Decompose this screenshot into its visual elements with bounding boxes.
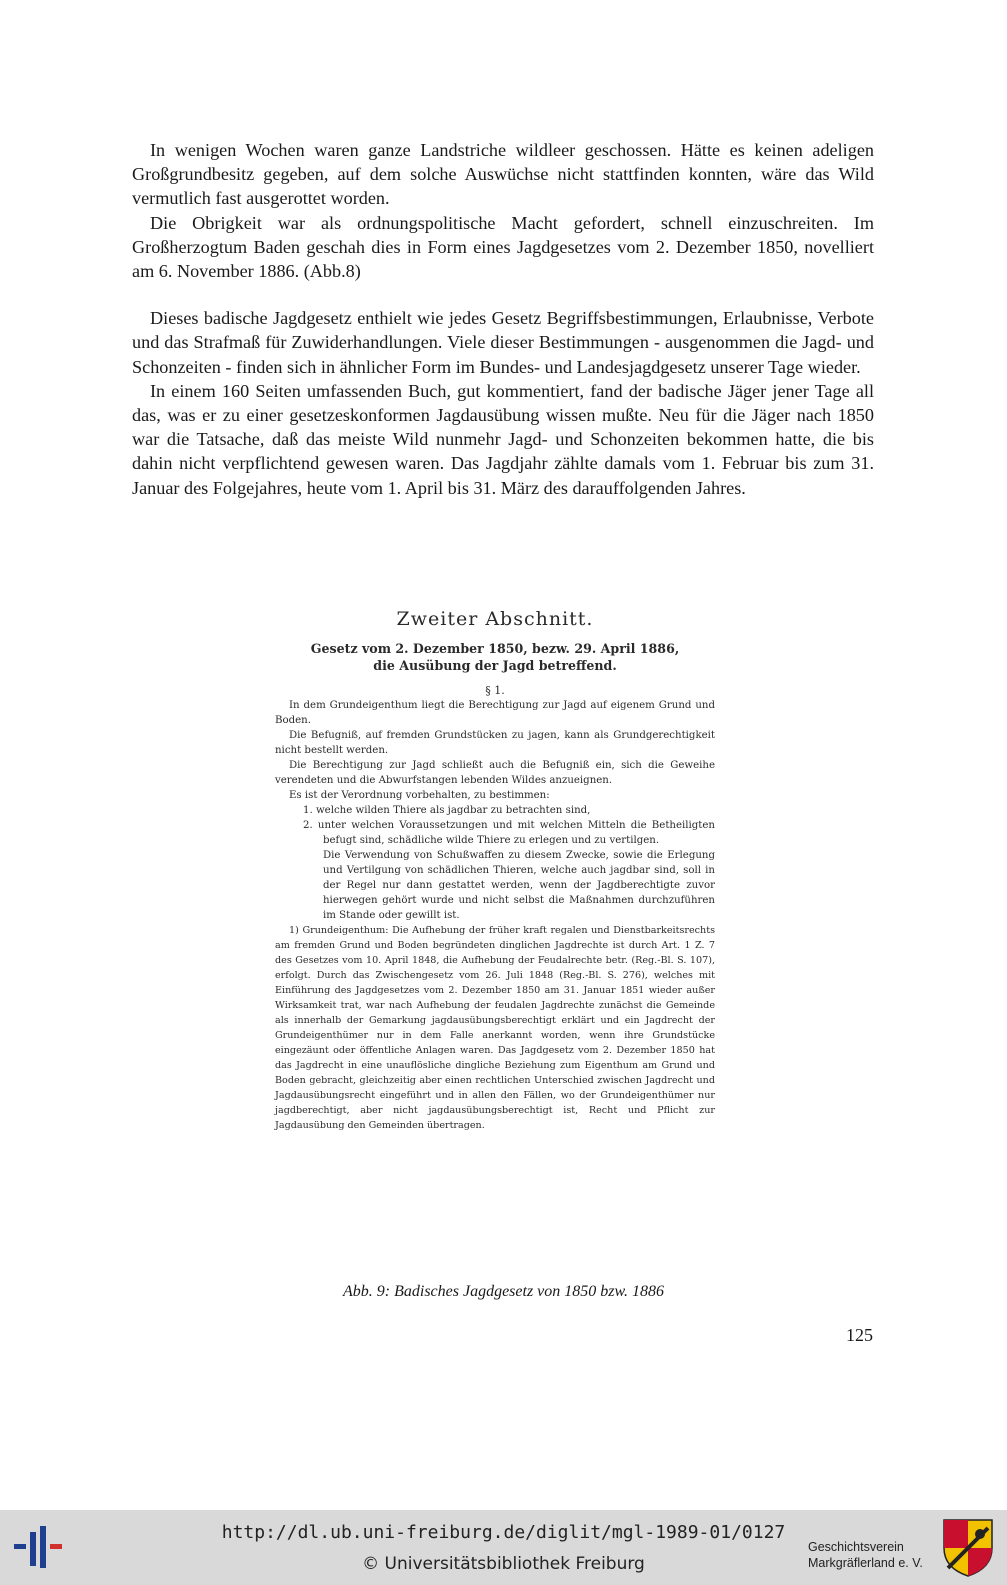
copyright-text: © Universitätsbibliothek Freiburg xyxy=(362,1554,645,1574)
provision-item: 1. welche wilden Thiere als jagdbar zu betrachten sind, xyxy=(303,805,591,816)
provision-line: In dem Grundeigenthum liegt die Berechtigung zur Jagd auf eigenem Grund und Boden. xyxy=(275,700,715,726)
paragraph-1: In wenigen Wochen waren ganze Landstriche wildleer geschossen. Hätte es keinen adeligen Großgrundbesitz gegeben, auf dem solche Auswüchse nicht stattfinden konnten, wäre das Wild vermutlich fast ausgerottet worden. xyxy=(132,140,874,209)
footnote xyxy=(275,923,715,1133)
figure-caption: Abb. 9: Badisches Jagdgesetz von 1850 bzw. 1886 xyxy=(343,1283,664,1300)
provision-line: Die Verwendung von Schußwaffen zu diesem Zwecke, sowie die Erlegung und Vertilgung von schädlichen Thieren, welche auch jagdbar sind, soll in der Regel nur dann gestattet werden, wenn der Jagdberechtigte zuvor hierwegen gehört wurde und nicht selbst die Maßnahmen durchzuführen im Stande oder gewillt ist. xyxy=(323,850,715,921)
provision-line: Es ist der Verordnung vorbehalten, zu bestimmen: xyxy=(289,790,550,801)
paragraph-3: Dieses badische Jagdgesetz enthielt wie jedes Gesetz Begriffsbestimmungen, Erlaubnisse, Verbote und das Strafmaß für Zuwiderhandlungen. Viele dieser Bestimmungen - ausgenommen die Jagd- und Schonzeiten - finden sich in ähnlicher Form im Bundes- und Landesjagdgesetz unserer Tage wieder. xyxy=(132,308,874,377)
law-title-line-2: die Ausübung der Jagd betreffend. xyxy=(373,658,617,673)
paragraph-2: Die Obrigkeit war als ordnungspolitische Macht gefordert, schnell einzuschreiten. Im Großherzogtum Baden geschah dies in Form eines Jagdgesetzes vom 2. Dezember 1850, novelliert am 6. November 1886. (Abb.8) xyxy=(132,212,874,282)
provision-line: Die Berechtigung zur Jagd schließt auch die Befugniß ein, sich die Geweihe verendeten und die Abwurfstangen lebenden Wildes anzueignen. xyxy=(275,760,715,786)
law-title xyxy=(275,640,715,674)
permalink-url[interactable]: http://dl.ub.uni-freiburg.de/diglit/mgl-1989-01/0127 xyxy=(221,1522,786,1543)
law-title-line-1: Gesetz vom 2. Dezember 1850, bezw. 29. April 1886, xyxy=(310,641,680,656)
paragraph-mark: § 1. xyxy=(485,684,505,697)
society-line-1: Geschichtsverein xyxy=(808,1540,904,1554)
page-number: 125 xyxy=(846,1325,873,1345)
law-text-figure xyxy=(275,608,715,1133)
society-line-2: Markgräflerland e. V. xyxy=(808,1556,923,1570)
provision-item: 2. unter welchen Voraussetzungen und mit welchen Mitteln die Betheiligten befugt sind, schädliche wilde Thiere zu erlegen und zu vertilgen. xyxy=(303,820,715,846)
section-heading: Zweiter Abschnitt. xyxy=(396,608,594,630)
society-name xyxy=(808,1539,938,1571)
footer-bar xyxy=(0,1510,1007,1585)
provision-line: Die Befugniß, auf fremden Grundstücken zu jagen, kann als Grundgerechtigkeit nicht bestellt werden. xyxy=(275,730,715,756)
footnote-text: 1) Grundeigenthum: Die Aufhebung der früher kraft regalen und Dienstbarkeitsrechts am fremden Grund und Boden begründeten dinglichen Jagdrechte ist durch Art. 1 Z. 7 des Gesetzes vom 10. April 1848, die Aufhebung der Feudalrechte betr. (Reg.-Bl. S. 107), erfolgt. Durch das Zwischengesetz vom 26. Juli 1848 (Reg.-Bl. S. 276), welches mit Einführung des Jagdgesetzes vom 2. Dezember 1850 am 31. Januar 1851 wieder außer Wirksamkeit trat, war nach Aufhebung der feudalen Jagdrechte zunächst die Gemeinde als innerhalb der Gemarkung jagdausübungsberechtigt erklärt und ein Jagdrecht der Grundeigenthümer nur in dem Falle anerkannt worden, wenn ihre Grundstücke eingezäunt oder öffentliche Anlagen waren. Das Jagdgesetz vom 2. Dezember 1850 hat das Jagdrecht in eine unauflösliche dingliche Beziehung zum Eigenthum am Grund und Boden gebracht, gleichzeitig aber einen rechtlichen Unterschied zwischen Jagdrecht und Jagdausübungsrecht eingeführt und in allen den Fällen, wo der Grundeigenthümer nur jagdberechtigt, aber nicht jagdausübungsberechtigt ist, Recht und Pflicht zur Jagdausübung den Gemeinden übertragen. xyxy=(275,925,715,1131)
paragraph-4: In einem 160 Seiten umfassenden Buch, gut kommentiert, fand der badische Jäger jener Tage all das, was er zu einer gesetzeskonformen Jagdausübung wissen mußte. Neu für die Jäger nach 1850 war die Tatsache, daß das meiste Wild nunmehr Jagd- und Schonzeiten bekommen hatte, die bis dahin nicht verpflichtend gewesen waren. Das Jagdjahr zählte damals vom 1. Februar bis zum 31. Januar des Folgejahres, heute vom 1. April bis 31. März des darauffolgenden Jahres. xyxy=(132,380,874,498)
law-provisions xyxy=(275,698,715,923)
body-text xyxy=(132,138,874,500)
coat-of-arms-icon xyxy=(942,1518,994,1578)
